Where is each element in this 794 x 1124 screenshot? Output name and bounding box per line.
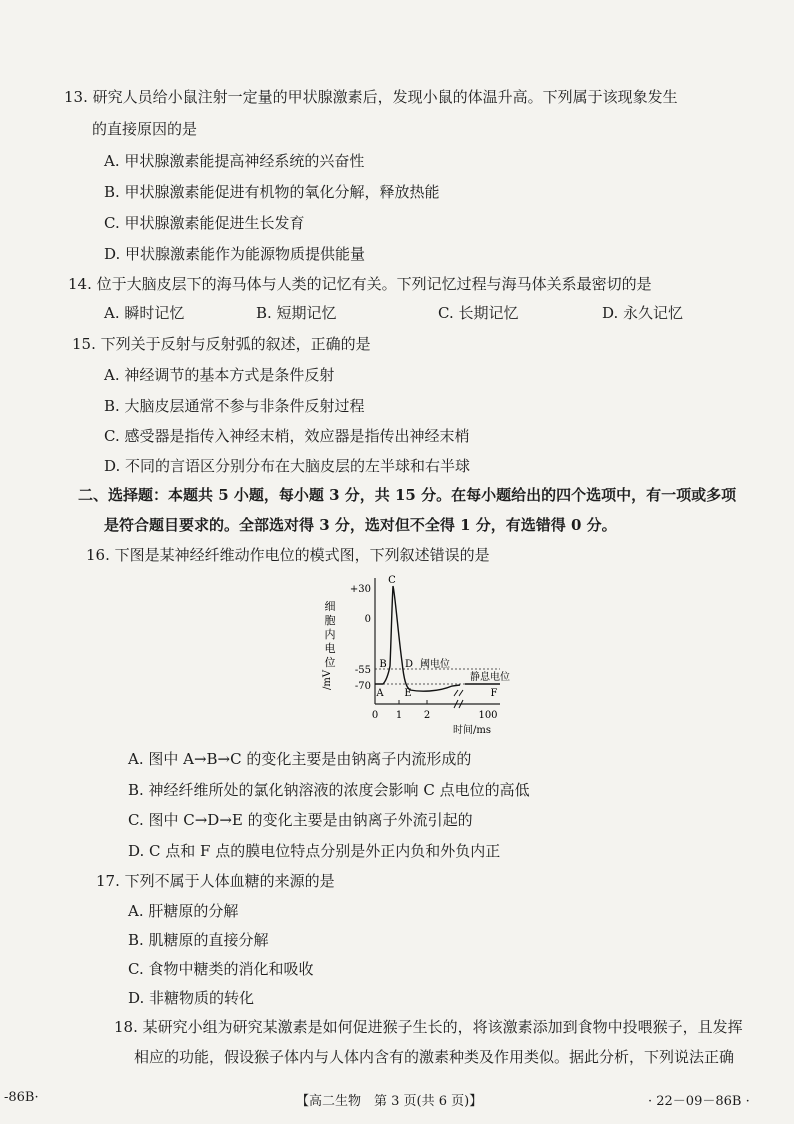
- point-label: B: [379, 659, 387, 670]
- q16-option-d: D. C 点和 F 点的膜电位特点分别是外正内负和外负内正: [128, 842, 501, 860]
- q13-option-c: C. 甲状腺激素能促进生长发育: [104, 214, 305, 232]
- y-tick-label: -70: [354, 681, 371, 692]
- q13-option-b: B. 甲状腺激素能促进有机物的氧化分解，释放热能: [104, 183, 440, 201]
- q15-option-d: D. 不同的言语区分别分布在大脑皮层的左半球和右半球: [104, 457, 471, 475]
- q14-option-d: D. 永久记忆: [602, 304, 684, 322]
- q14-option-b: B. 短期记忆: [256, 304, 337, 322]
- y-axis-label-char: 位: [324, 656, 336, 669]
- x-axis-label: 时间/ms: [453, 725, 491, 736]
- action-potential-chart: [320, 572, 510, 740]
- q16-option-a: A. 图中 A→B→C 的变化主要是由钠离子内流形成的: [128, 750, 472, 768]
- y-tick-label: -55: [354, 665, 371, 676]
- footer-page-info: 【高二生物 第 3 页(共 6 页)】: [296, 1094, 483, 1109]
- y-axis-label-char: 胞: [324, 614, 336, 627]
- q14-option-c: C. 长期记忆: [438, 304, 519, 322]
- point-label: E: [404, 688, 412, 699]
- y-axis-label-unit: /mV: [322, 669, 333, 691]
- x-tick-label: 100: [478, 710, 498, 721]
- q15-option-a: A. 神经调节的基本方式是条件反射: [104, 366, 335, 384]
- section2-instructions-line1: 二、选择题：本题共 5 小题，每小题 3 分，共 15 分。在每小题给出的四个选项中，有一项或多项: [78, 486, 737, 504]
- q18-stem-line2: 相应的功能，假设猴子体内与人体内含有的激素种类及作用类似。据此分析，下列说法正确: [134, 1048, 735, 1066]
- footer-right-code: · 22－09－86B ·: [648, 1094, 750, 1109]
- y-axis-label-char: 细: [324, 600, 336, 613]
- q17-option-a: A. 肝糖原的分解: [128, 902, 239, 920]
- q17-option-b: B. 肌糖原的直接分解: [128, 931, 269, 949]
- q13-stem-line1: 13. 研究人员给小鼠注射一定量的甲状腺激素后，发现小鼠的体温升高。下列属于该现象发生: [64, 88, 678, 106]
- point-label: D: [404, 659, 414, 670]
- q18-stem-line1: 18. 某研究小组为研究某激素是如何促进猴子生长的，将该激素添加到食物中投喂猴子，且发挥: [114, 1018, 743, 1036]
- axis-break-mark: [454, 690, 463, 696]
- q14-stem: 14. 位于大脑皮层下的海马体与人类的记忆有关。下列记忆过程与海马体关系最密切的是: [68, 275, 652, 293]
- q17-stem: 17. 下列不属于人体血糖的来源的是: [96, 872, 335, 890]
- threshold-label: 阈电位: [420, 659, 450, 670]
- section2-instructions-line2: 是符合题目要求的。全部选对得 3 分，选对但不全得 1 分，有选错得 0 分。: [104, 516, 617, 534]
- q13-option-a: A. 甲状腺激素能提高神经系统的兴奋性: [104, 152, 365, 170]
- q14-options: [104, 302, 704, 324]
- action-potential-curve: [375, 586, 460, 691]
- resting-label: 静息电位: [470, 672, 510, 683]
- point-label: F: [490, 688, 498, 699]
- q16-stem: 16. 下图是某神经纤维动作电位的模式图，下列叙述错误的是: [86, 546, 490, 564]
- y-axis-label: [322, 600, 336, 690]
- x-tick-label: 1: [395, 710, 403, 721]
- x-tick-label: 0: [371, 710, 379, 721]
- q15-option-b: B. 大脑皮层通常不参与非条件反射过程: [104, 397, 365, 415]
- point-label: A: [376, 688, 384, 699]
- point-label: C: [388, 575, 396, 586]
- y-axis-label-char: 内: [324, 628, 336, 641]
- y-tick-label: 0: [364, 614, 371, 625]
- q15-stem: 15. 下列关于反射与反射弧的叙述，正确的是: [72, 335, 371, 353]
- q17-option-c: C. 食物中糖类的消化和吸收: [128, 960, 314, 978]
- q17-option-d: D. 非糖物质的转化: [128, 989, 255, 1007]
- q13-option-d: D. 甲状腺激素能作为能源物质提供能量: [104, 245, 366, 263]
- q16-option-b: B. 神经纤维所处的氯化钠溶液的浓度会影响 C 点电位的高低: [128, 781, 530, 799]
- q14-option-a: A. 瞬时记忆: [104, 304, 185, 322]
- x-tick-label: 2: [423, 710, 431, 721]
- q16-option-c: C. 图中 C→D→E 的变化主要是由钠离子外流引起的: [128, 811, 473, 829]
- footer-left-code: -86B·: [4, 1090, 39, 1105]
- q15-option-c: C. 感受器是指传入神经末梢，效应器是指传出神经末梢: [104, 427, 470, 445]
- y-axis-label-char: 电: [324, 642, 336, 655]
- y-tick-label: +30: [349, 584, 371, 595]
- q13-stem-line2: 的直接原因的是: [92, 120, 198, 138]
